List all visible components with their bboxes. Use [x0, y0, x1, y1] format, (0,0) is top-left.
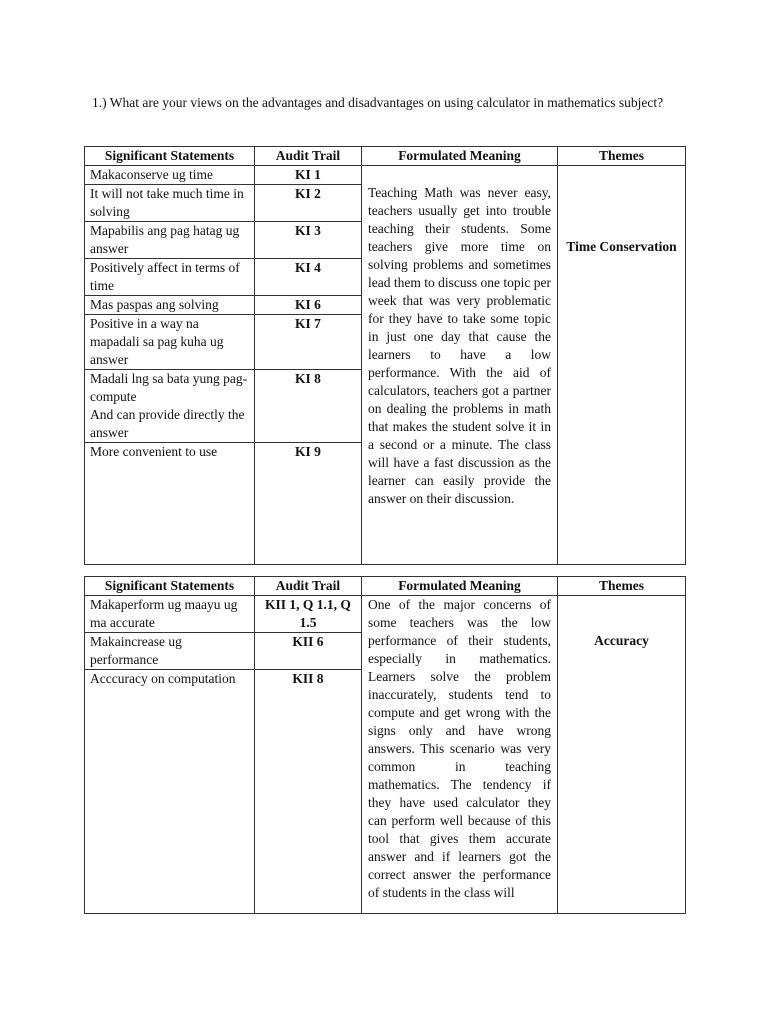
audit-trail-cell: KI 2 — [255, 185, 362, 222]
header-significant-statements: Significant Statements — [85, 147, 255, 166]
audit-trail-cell: KI 1 — [255, 166, 362, 185]
header-audit-trail: Audit Trail — [255, 147, 362, 166]
formulated-meaning-cell: Teaching Math was never easy, teachers usually get into trouble teaching their students. Some teachers give more time on solving problems and sometimes lead them to discuss one topic per week that was very problematic for they have to take some topic in just one day that cause the learners to have a low performance. With the aid of calculators, teachers got a partner on dealing the problems in math that makes the student solve it in a second or a minute. The class will have a fast discussion as the learner can easily provide the answer on their discussion. — [362, 166, 558, 565]
formulated-meaning-text: One of the major concerns of some teachers was the low performance of their students, especially in mathematics. Learners solve the problem inaccurately, students tend to compute and get wrong with the signs only and have wrong answers. This scenario was very common in teaching mathematics. The tendency if they have used calculator they can perform well because of this tool that gives them accurate answer and if learners got the correct answer the performance of students in the class will — [368, 597, 551, 900]
audit-trail-cell: KI 4 — [255, 259, 362, 296]
theme-cell: Accuracy — [558, 596, 686, 914]
table-header-row — [85, 577, 686, 596]
header-audit-trail: Audit Trail — [255, 577, 362, 596]
header-themes: Themes — [558, 147, 686, 166]
audit-trail-cell: KII 8 — [255, 670, 362, 914]
statement-cell: Makaperform ug maayu ug ma accurate — [85, 596, 255, 633]
statement-line: Madali lng sa bata yung pag- compute — [90, 371, 248, 404]
table-time-conservation — [84, 146, 686, 565]
statement-cell: Mas paspas ang solving — [85, 296, 255, 315]
formulated-meaning-cell — [362, 596, 558, 914]
header-themes: Themes — [558, 577, 686, 596]
header-significant-statements: Significant Statements — [85, 577, 255, 596]
audit-trail-cell: KI 9 — [255, 443, 362, 565]
audit-trail-cell: KI 7 — [255, 315, 362, 370]
statement-cell: Makaincrease ug performance — [85, 633, 255, 670]
statement-cell: It will not take much time in solving — [85, 185, 255, 222]
table-row — [85, 596, 686, 633]
header-formulated-meaning: Formulated Meaning — [362, 147, 558, 166]
statement-cell: Positively affect in terms of time — [85, 259, 255, 296]
statement-cell: Acccuracy on computation — [85, 670, 255, 914]
statement-cell: Positive in a way na mapadali sa pag kuha ug answer — [85, 315, 255, 370]
question-text: 1.) What are your views on the advantages and disadvantages on using calculator in mathematics subject? — [92, 95, 664, 110]
statement-cell: Makaconserve ug time — [85, 166, 255, 185]
audit-trail-cell: KII 6 — [255, 633, 362, 670]
header-formulated-meaning: Formulated Meaning — [362, 577, 558, 596]
audit-trail-cell: KI 8 — [255, 370, 362, 443]
statement-cell: Mapabilis ang pag hatag ug answer — [85, 222, 255, 259]
audit-trail-cell: KII 1, Q 1.1, Q 1.5 — [255, 596, 362, 633]
table-accuracy — [84, 576, 686, 914]
statement-line: And can provide directly the answer — [90, 407, 245, 440]
statement-cell — [85, 370, 255, 443]
audit-trail-cell: KI 3 — [255, 222, 362, 259]
table-header-row — [85, 147, 686, 166]
statement-cell: More convenient to use — [85, 443, 255, 565]
table-row — [85, 166, 686, 185]
audit-trail-cell: KI 6 — [255, 296, 362, 315]
theme-cell: Time Conservation — [558, 166, 686, 565]
